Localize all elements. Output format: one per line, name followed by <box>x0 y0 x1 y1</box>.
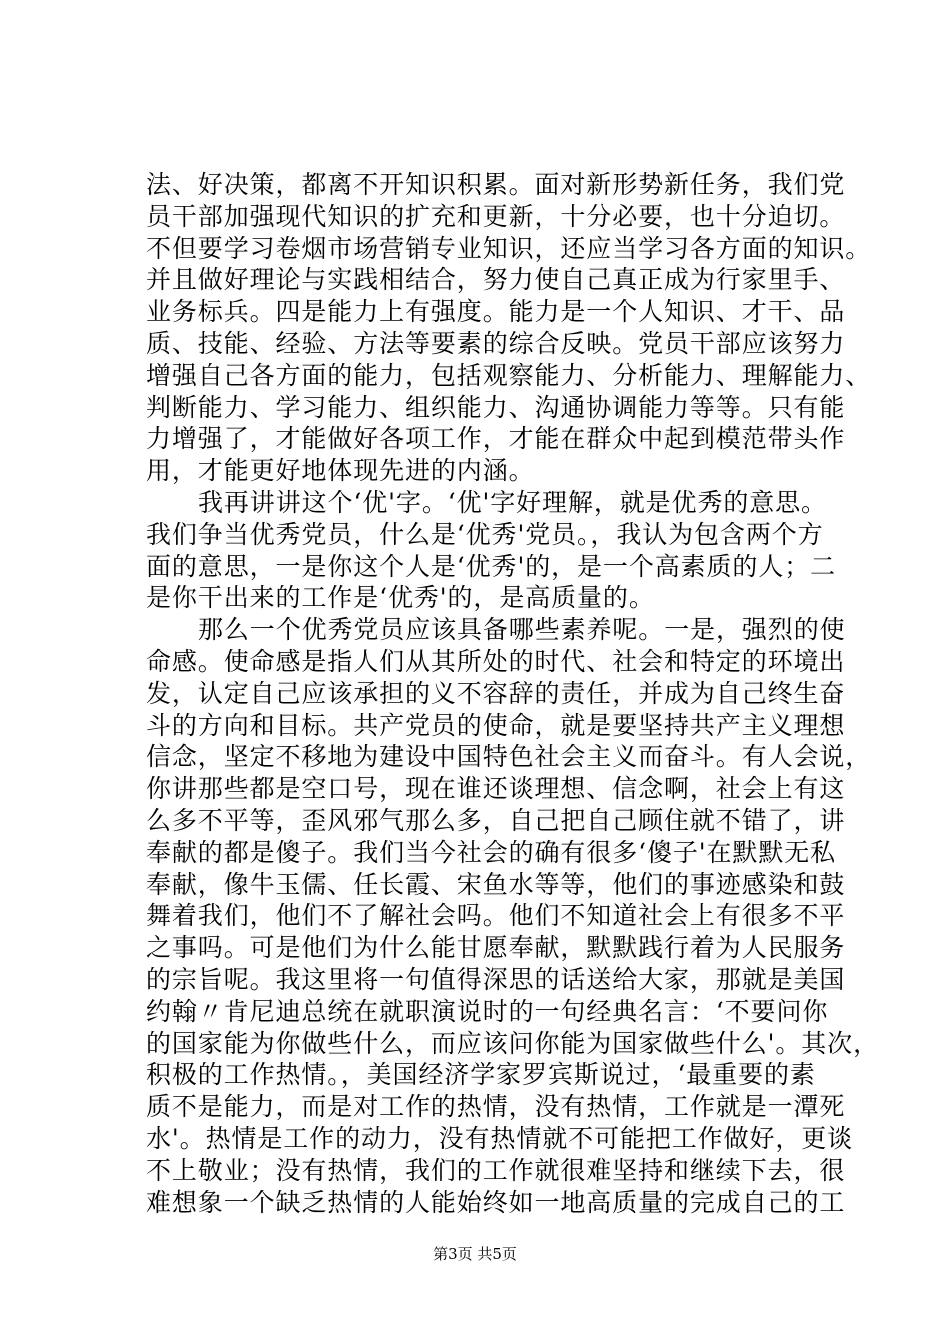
text-line: 你讲那些都是空口号，现在谁还谈理想、信念啊，社会上有这 <box>146 774 846 804</box>
text-line: 那么一个优秀党员应该具备哪些素养呢。一是，强烈的使 <box>198 615 846 645</box>
text-line: 我们争当优秀党员，什么是‘优秀'党员。，我认为包含两个方 <box>146 519 824 549</box>
text-line: 用，才能更好地体现先进的内涵。 <box>146 456 535 486</box>
text-line: 奉献，像牛玉儒、任长霞、宋鱼水等等，他们的事迹感染和鼓 <box>146 869 846 899</box>
text-line: 质不是能力，而是对工作的热情，没有热情，工作就是一潭死 <box>146 1092 846 1122</box>
text-line: 业务标兵。四是能力上有强度。能力是一个人知识、才干、品 <box>146 297 846 327</box>
text-line: 员干部加强现代知识的扩充和更新，十分必要，也十分迫切。 <box>146 201 846 231</box>
text-line: 难想象一个缺乏热情的人能始终如一地高质量的完成自己的工 <box>146 1187 846 1217</box>
text-line: 并且做好理论与实践相结合，努力使自己真正成为行家里手、 <box>146 265 846 295</box>
text-line: 的宗旨呢。我这里将一句值得深思的话送给大家，那就是美国 <box>146 964 846 994</box>
page-footer: 第3页 共5页 <box>433 1245 517 1263</box>
text-line: 么多不平等，歪风邪气那么多，自己把自己顾住就不错了，讲 <box>146 805 846 835</box>
text-line: 力增强了，才能做好各项工作，才能在群众中起到模范带头作 <box>146 424 846 454</box>
text-line: 斗的方向和目标。共产党员的使命，就是要坚持共产主义理想 <box>146 710 846 740</box>
text-line: 之事吗。可是他们为什么能甘愿奉献，默默践行着为人民服务 <box>146 933 846 963</box>
text-line: 我再讲讲这个‘优'字。‘优'字好理解，就是优秀的意思。 <box>198 487 827 517</box>
text-line: 奉献的都是傻子。我们当今社会的确有很多‘傻子'在默默无私 <box>146 837 837 867</box>
text-line: 不上敬业；没有热情，我们的工作就很难坚持和继续下去，很 <box>146 1155 846 1185</box>
text-line: 命感。使命感是指人们从其所处的时代、社会和特定的环境出 <box>146 646 846 676</box>
text-line: 法、好决策，都离不开知识积累。面对新形势新任务，我们党 <box>146 170 846 199</box>
text-line: 的国家能为你做些什么，而应该问你能为国家做些什么'。其次， <box>146 1028 879 1058</box>
text-line: 是你干出来的工作是‘优秀'的，是高质量的。 <box>146 583 655 613</box>
text-line: 发，认定自己应该承担的义不容辞的责任，并成为自己终生奋 <box>146 678 846 708</box>
text-line: 增强自己各方面的能力，包括观察能力、分析能力、理解能力、 <box>146 360 872 390</box>
text-line: 面的意思，一是你这个人是‘优秀'的，是一个高素质的人；二 <box>146 551 837 581</box>
text-line: 质、技能、经验、方法等要素的综合反映。党员干部应该努力 <box>146 328 846 358</box>
document-body <box>146 169 879 1218</box>
text-line: 约翰〃肯尼迪总统在就职演说时的一句经典名言：‘不要问你 <box>146 996 829 1026</box>
text-line: 舞着我们，他们不了解社会吗。他们不知道社会上有很多不平 <box>146 901 846 931</box>
text-line: 不但要学习卷烟市场营销专业知识，还应当学习各方面的知识。 <box>146 233 872 263</box>
text-line: 判断能力、学习能力、组织能力、沟通协调能力等等。只有能 <box>146 392 846 422</box>
text-line: 水'。热情是工作的动力，没有热情就不可能把工作做好，更谈 <box>146 1123 854 1153</box>
text-line: 积极的工作热情。，美国经济学家罗宾斯说过，‘最重要的素 <box>146 1060 816 1090</box>
text-line: 信念，坚定不移地为建设中国特色社会主义而奋斗。有人会说， <box>146 742 872 772</box>
